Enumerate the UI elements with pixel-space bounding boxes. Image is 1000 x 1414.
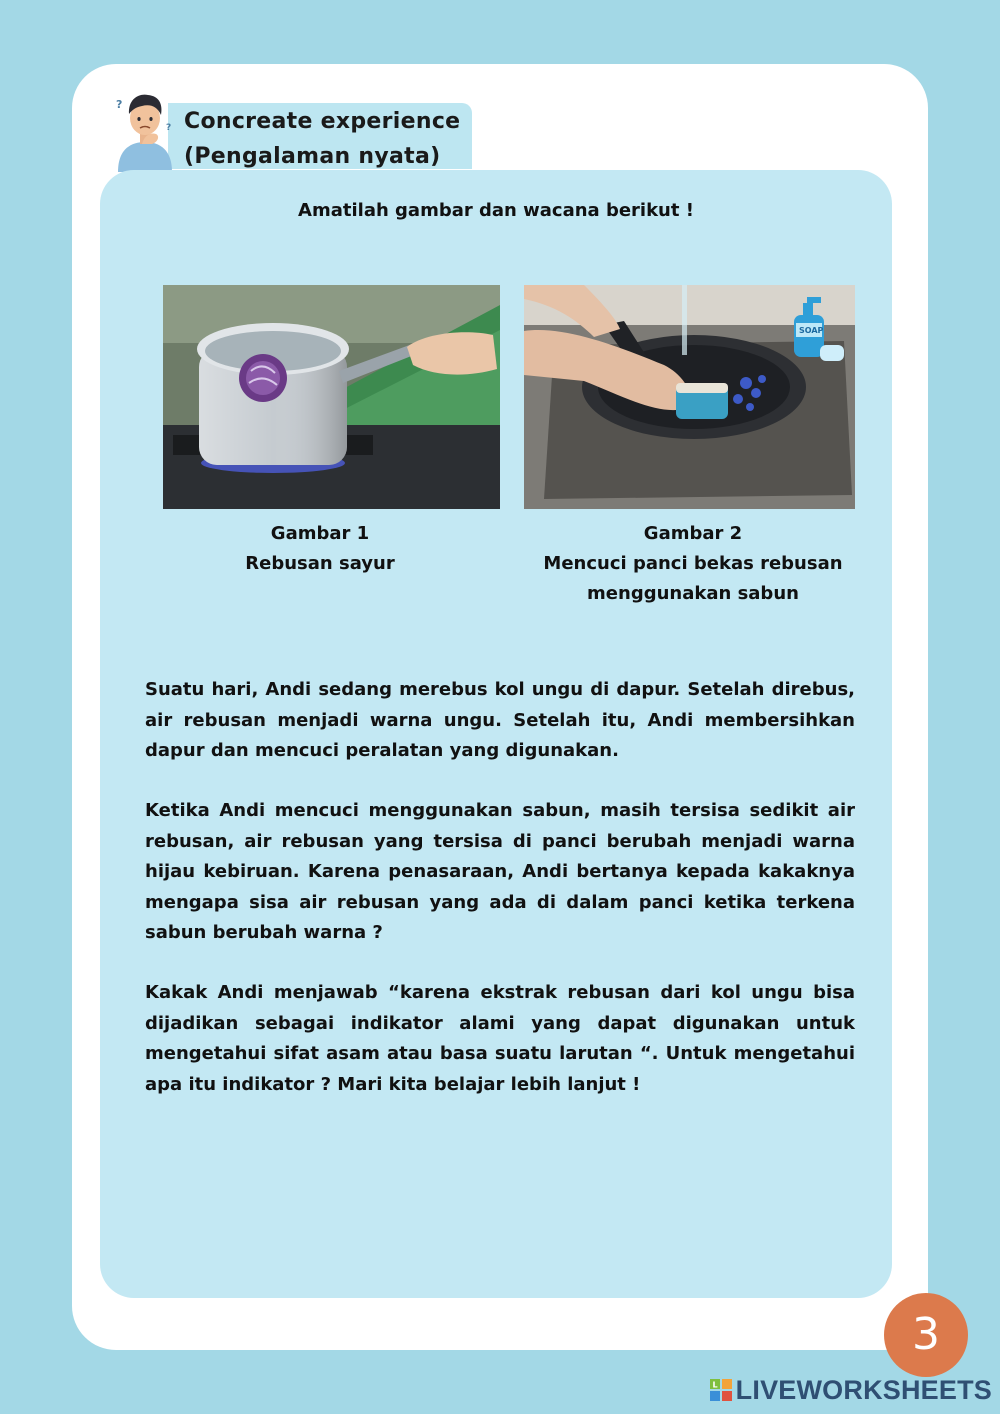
liveworksheets-logo-icon xyxy=(710,1379,732,1401)
thinking-person-icon xyxy=(112,86,178,172)
soap-sticker-label: SOAP xyxy=(799,326,824,335)
figure-1-description: Rebusan sayur xyxy=(245,553,395,574)
figure-2-description-line2: menggunakan sabun xyxy=(587,583,799,604)
section-title xyxy=(184,104,474,174)
brand-text: LIVEWORKSHEETS xyxy=(735,1374,992,1405)
story-paragraph-1: Suatu hari, Andi sedang merebus kol ungu di dapur. Setelah direbus, air rebusan menjadi warna ungu. Setelah itu, Andi membersihkan dapur dan mencuci peralatan yang digunakan. xyxy=(145,679,855,761)
liveworksheets-brand[interactable] xyxy=(690,1372,992,1408)
svg-text:?: ? xyxy=(166,123,172,133)
page-number-badge: 3 xyxy=(884,1293,968,1377)
boiling-pot-photo xyxy=(163,285,500,509)
section-title-line2: (Pengalaman nyata) xyxy=(184,144,441,169)
figure-2-number: Gambar 2 xyxy=(643,523,743,544)
section-title-line1: Concreate experience xyxy=(184,109,461,134)
story-paragraph-2: Ketika Andi mencuci menggunakan sabun, masih tersisa sedikit air rebusan, air rebusan yang tersisa di panci berubah menjadi warna hijau kebiruan. Karena penasaraan, Andi bertanya kepada kakaknya mengapa sisa air rebusan yang ada di dalam panci ketika terkena sabun berubah warna ? xyxy=(145,800,855,943)
instruction-text: Amatilah gambar dan wacana berikut ! xyxy=(298,200,694,221)
svg-text:?: ? xyxy=(116,98,123,111)
figure-2-description-line1: Mencuci panci bekas rebusan xyxy=(543,553,843,574)
figure-1-caption xyxy=(163,519,477,579)
washing-pan-photo xyxy=(524,285,855,509)
story-paragraph-3: Kakak Andi menjawab “karena ekstrak rebusan dari kol ungu bisa dijadikan sebagai indikator alami yang dapat digunakan untuk mengetahui sifat asam atau basa suatu larutan “. Untuk mengetahui apa itu indikator ? Mari kita belajar lebih lanjut ! xyxy=(145,982,855,1095)
figure-2-caption xyxy=(524,519,862,609)
figure-1-number: Gambar 1 xyxy=(270,523,370,544)
brand-logo-letter-l: L xyxy=(712,1380,718,1390)
